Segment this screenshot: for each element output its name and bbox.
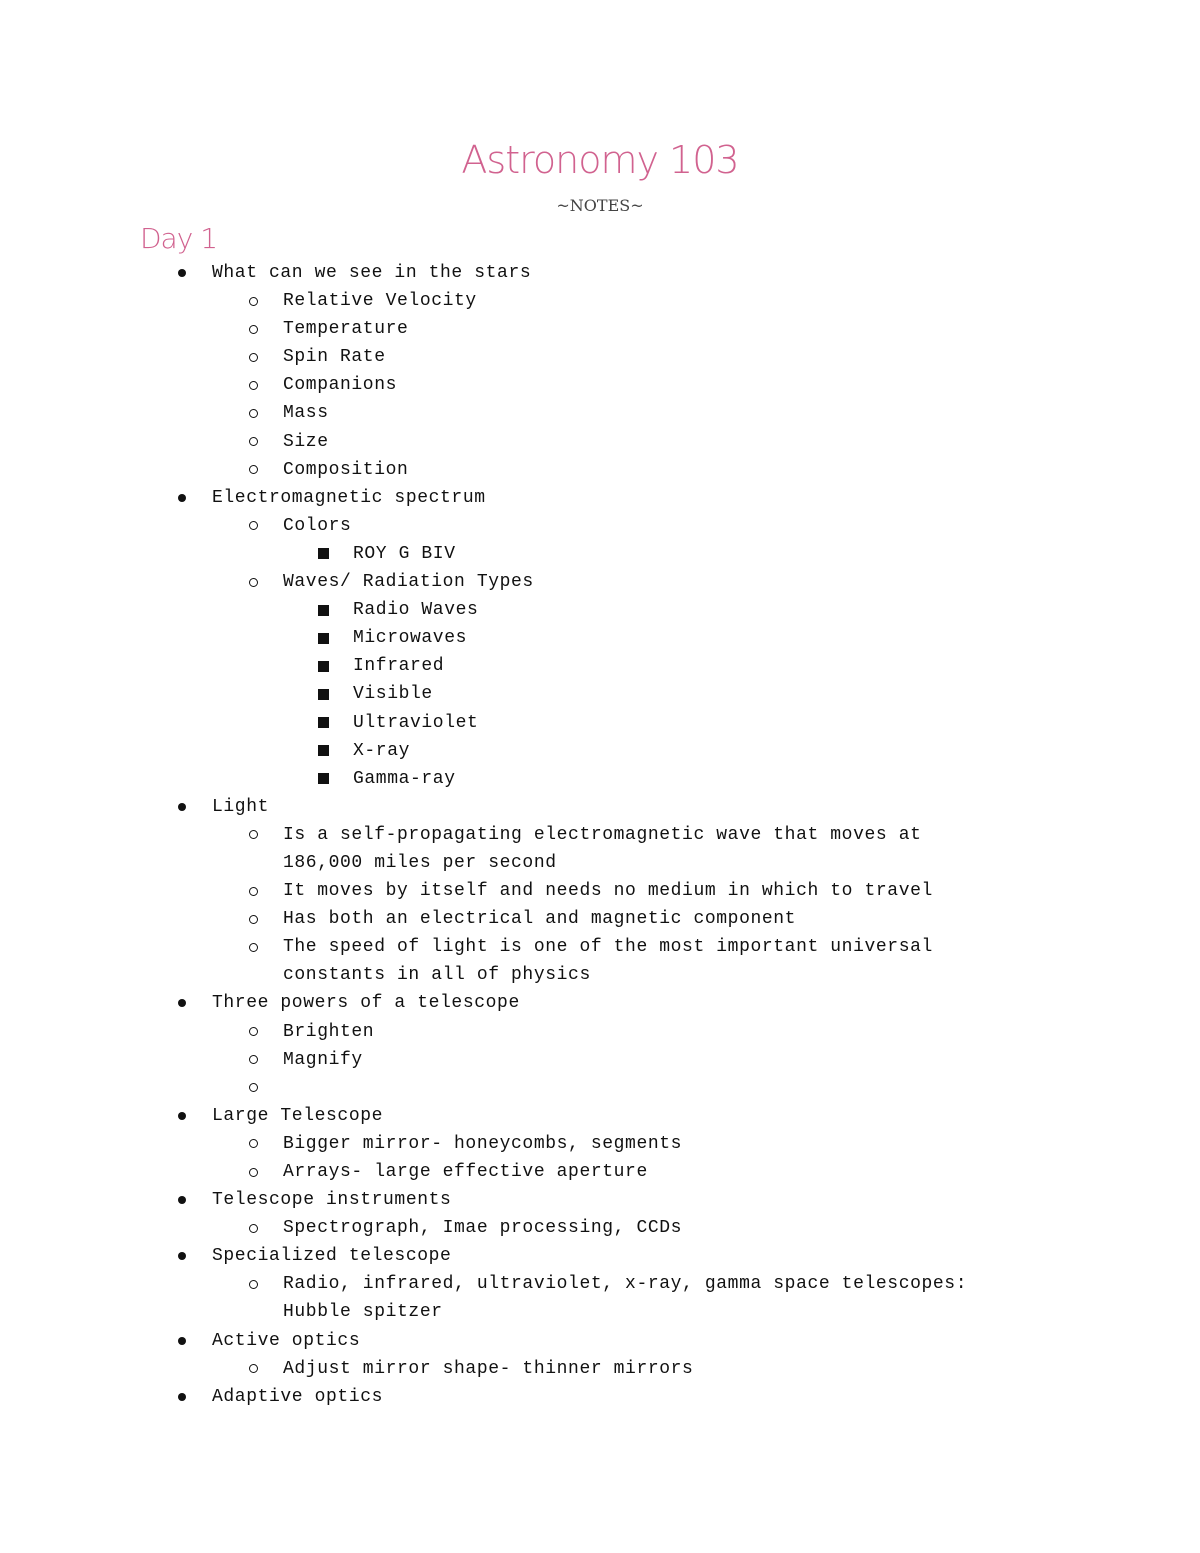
list-item-text: Relative Velocity — [283, 291, 477, 312]
bullet-marker — [249, 1130, 258, 1158]
filled-square-bullet-icon — [318, 773, 329, 784]
hollow-circle-bullet-icon — [249, 1364, 258, 1373]
bullet-marker — [318, 737, 329, 765]
bullet-marker — [249, 399, 258, 427]
bullet-marker — [249, 287, 258, 315]
list-item-level-2 — [0, 1074, 1200, 1102]
list-item-text: constants in all of physics — [283, 965, 591, 986]
list-item-level-2 — [0, 371, 1200, 399]
bullet-marker — [318, 709, 329, 737]
hollow-circle-bullet-icon — [249, 521, 258, 530]
list-item-text: Specialized telescope — [212, 1246, 452, 1267]
list-item-text: Visible — [353, 684, 433, 705]
list-item-level-1 — [0, 259, 1200, 287]
list-item-level-1 — [0, 1186, 1200, 1214]
bullet-marker — [318, 624, 329, 652]
list-item-text: What can we see in the stars — [212, 263, 532, 283]
hollow-circle-bullet-icon — [249, 409, 258, 418]
list-item-level-2 — [0, 1214, 1200, 1242]
list-item-level-2 — [0, 1018, 1200, 1046]
bullet-marker — [178, 1242, 186, 1270]
filled-circle-bullet-icon — [178, 1252, 186, 1260]
list-item-text: Colors — [283, 515, 352, 536]
list-item-text: Spectrograph, Imae processing, CCDs — [283, 1218, 683, 1239]
hollow-circle-bullet-icon — [249, 1083, 258, 1092]
page-subtitle: ~NOTES~ — [556, 196, 644, 215]
list-item-text: Composition — [283, 459, 409, 480]
list-item-text: Hubble spitzer — [283, 1302, 443, 1323]
bullet-marker — [249, 315, 258, 343]
list-item-level-3 — [0, 737, 1200, 765]
filled-square-bullet-icon — [318, 633, 329, 644]
list-item-text: Radio Waves — [353, 600, 479, 621]
hollow-circle-bullet-icon — [249, 1280, 258, 1289]
list-item-continuation — [0, 849, 1200, 877]
list-item-text: Microwaves — [353, 628, 468, 649]
list-item-text: Bigger mirror- honeycombs, segments — [283, 1133, 683, 1154]
bullet-marker — [249, 1018, 258, 1046]
bullet-marker — [249, 512, 258, 540]
list-item-text: 186,000 miles per second — [283, 852, 557, 873]
list-item-level-2 — [0, 287, 1200, 315]
bullet-marker — [318, 540, 329, 568]
hollow-circle-bullet-icon — [249, 1055, 258, 1064]
hollow-circle-bullet-icon — [249, 1224, 258, 1233]
bullet-marker — [178, 484, 186, 512]
list-item-text: Arrays- large effective aperture — [283, 1162, 648, 1182]
list-item-level-2 — [0, 343, 1200, 371]
list-item-level-3 — [0, 709, 1200, 737]
list-item-text: Companions — [283, 375, 398, 396]
page-title: Astronomy 103 — [461, 138, 739, 182]
bullet-marker — [178, 1383, 186, 1411]
list-item-continuation — [0, 961, 1200, 989]
list-item-level-2 — [0, 456, 1200, 484]
filled-circle-bullet-icon — [178, 494, 186, 502]
list-item-text: Is a self-propagating electromagnetic wave that moves at — [283, 824, 922, 845]
list-item-level-1 — [0, 1327, 1200, 1355]
list-item-text: Large Telescope — [212, 1105, 384, 1126]
list-item-text: Electromagnetic spectrum — [212, 487, 486, 508]
list-item-level-2 — [0, 877, 1200, 905]
bullet-marker — [249, 933, 258, 961]
list-item-level-2 — [0, 568, 1200, 596]
bullet-marker — [178, 1186, 186, 1214]
list-item-level-3 — [0, 765, 1200, 793]
hollow-circle-bullet-icon — [249, 915, 258, 924]
list-item-text: Telescope instruments — [212, 1190, 452, 1211]
list-item-text: Gamma-ray — [353, 768, 456, 789]
hollow-circle-bullet-icon — [249, 381, 258, 390]
notes-outline — [0, 259, 1200, 1411]
bullet-marker — [249, 568, 258, 596]
bullet-marker — [249, 371, 258, 399]
list-item-level-3 — [0, 624, 1200, 652]
filled-square-bullet-icon — [318, 605, 329, 616]
list-item-level-1 — [0, 793, 1200, 821]
hollow-circle-bullet-icon — [249, 325, 258, 334]
list-item-text: X-ray — [353, 740, 411, 761]
list-item-level-2 — [0, 905, 1200, 933]
hollow-circle-bullet-icon — [249, 1027, 258, 1036]
bullet-marker — [178, 1102, 186, 1130]
list-item-text: Infrared — [353, 656, 445, 677]
filled-square-bullet-icon — [318, 548, 329, 559]
filled-circle-bullet-icon — [178, 999, 186, 1007]
filled-square-bullet-icon — [318, 717, 329, 728]
filled-circle-bullet-icon — [178, 1393, 186, 1401]
list-item-text: Ultraviolet — [353, 712, 479, 733]
bullet-marker — [249, 1270, 258, 1298]
bullet-marker — [249, 1158, 258, 1186]
hollow-circle-bullet-icon — [249, 297, 258, 306]
list-item-level-1 — [0, 484, 1200, 512]
bullet-marker — [249, 877, 258, 905]
bullet-marker — [178, 1327, 186, 1355]
list-item-level-2 — [0, 315, 1200, 343]
list-item-level-1 — [0, 1383, 1200, 1411]
list-item-level-3 — [0, 596, 1200, 624]
filled-circle-bullet-icon — [178, 1196, 186, 1204]
bullet-marker — [249, 1046, 258, 1074]
bullet-marker — [249, 821, 258, 849]
bullet-marker — [249, 428, 258, 456]
hollow-circle-bullet-icon — [249, 578, 258, 587]
hollow-circle-bullet-icon — [249, 437, 258, 446]
hollow-circle-bullet-icon — [249, 353, 258, 362]
filled-circle-bullet-icon — [178, 803, 186, 811]
list-item-level-3 — [0, 680, 1200, 708]
list-item-text: It moves by itself and needs no medium in which to travel — [283, 881, 933, 902]
hollow-circle-bullet-icon — [249, 830, 258, 839]
list-item-text: Size — [283, 431, 329, 452]
bullet-marker — [318, 680, 329, 708]
bullet-marker — [178, 793, 186, 821]
list-item-level-1 — [0, 1102, 1200, 1130]
list-item-text: Radio, infrared, ultraviolet, x-ray, gamma space telescopes: — [283, 1274, 968, 1295]
filled-circle-bullet-icon — [178, 1337, 186, 1345]
hollow-circle-bullet-icon — [249, 887, 258, 896]
list-item-text: ROY G BIV — [353, 543, 456, 564]
list-item-text: Light — [212, 796, 270, 817]
bullet-marker — [249, 1355, 258, 1383]
list-item-text: Temperature — [283, 319, 409, 340]
list-item-level-1 — [0, 1242, 1200, 1270]
list-item-level-2 — [0, 1158, 1200, 1186]
filled-square-bullet-icon — [318, 661, 329, 672]
list-item-level-2 — [0, 1046, 1200, 1074]
list-item-level-3 — [0, 652, 1200, 680]
list-item-level-1 — [0, 989, 1200, 1017]
filled-circle-bullet-icon — [178, 269, 186, 277]
bullet-marker — [178, 989, 186, 1017]
hollow-circle-bullet-icon — [249, 943, 258, 952]
list-item-text: Mass — [283, 403, 329, 424]
list-item-level-2 — [0, 399, 1200, 427]
list-item-text: Has both an electrical and magnetic component — [283, 909, 797, 930]
filled-square-bullet-icon — [318, 745, 329, 756]
list-item-level-2 — [0, 428, 1200, 456]
list-item-text: Brighten — [283, 1021, 375, 1042]
list-item-text: Spin Rate — [283, 347, 386, 368]
list-item-level-2 — [0, 1130, 1200, 1158]
list-item-text: Adaptive optics — [212, 1386, 384, 1407]
list-item-level-2 — [0, 1355, 1200, 1383]
bullet-marker — [318, 652, 329, 680]
list-item-level-2 — [0, 512, 1200, 540]
list-item-level-2 — [0, 821, 1200, 849]
list-item-text: Active optics — [212, 1330, 361, 1351]
bullet-marker — [318, 765, 329, 793]
list-item-continuation — [0, 1298, 1200, 1326]
bullet-marker — [178, 259, 186, 287]
list-item-text: The speed of light is one of the most important universal — [283, 937, 933, 958]
bullet-marker — [249, 343, 258, 371]
list-item-level-2 — [0, 933, 1200, 961]
list-item-text: Waves/ Radiation Types — [283, 572, 534, 593]
list-item-level-3 — [0, 540, 1200, 568]
filled-square-bullet-icon — [318, 689, 329, 700]
list-item-text: Adjust mirror shape- thinner mirrors — [283, 1358, 694, 1379]
bullet-marker — [318, 596, 329, 624]
list-item-text: Three powers of a telescope — [212, 993, 520, 1014]
filled-circle-bullet-icon — [178, 1112, 186, 1120]
bullet-marker — [249, 905, 258, 933]
bullet-marker — [249, 1074, 258, 1102]
bullet-marker — [249, 1214, 258, 1242]
day-heading: Day 1 — [140, 222, 218, 255]
list-item-text: Magnify — [283, 1049, 363, 1070]
bullet-marker — [249, 456, 258, 484]
list-item-level-2 — [0, 1270, 1200, 1298]
hollow-circle-bullet-icon — [249, 1139, 258, 1148]
hollow-circle-bullet-icon — [249, 465, 258, 474]
hollow-circle-bullet-icon — [249, 1168, 258, 1177]
